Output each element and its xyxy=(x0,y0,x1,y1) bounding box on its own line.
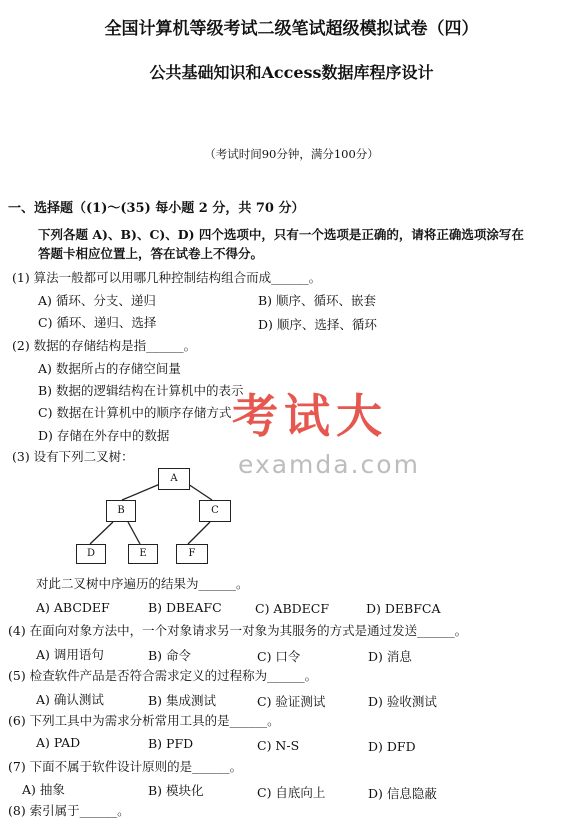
question-2-option-d: D) 存储在外存中的数据 xyxy=(38,428,170,443)
question-5-stem: (5) 检查软件产品是否符合需求定义的过程称为______。 xyxy=(8,668,318,683)
tree-node-b: B xyxy=(106,500,136,522)
question-7-option-d: D) 信息隐蔽 xyxy=(368,786,437,801)
exam-info: （考试时间90分钟，满分100分） xyxy=(204,147,379,161)
tree-node-f: F xyxy=(176,544,208,564)
tree-node-e: E xyxy=(128,544,158,564)
edge-a-b xyxy=(122,484,160,500)
question-3-stem: (3) 设有下列二叉树： xyxy=(12,449,134,464)
question-4-option-d: D) 消息 xyxy=(368,649,412,664)
question-2-option-a: A) 数据所占的存储空间量 xyxy=(38,361,181,376)
edge-b-e xyxy=(128,522,140,544)
edge-c-f xyxy=(188,522,210,544)
section-heading: 一、选择题（(1)～(35) 每小题 2 分，共 70 分） xyxy=(8,201,305,216)
tree-node-d: D xyxy=(76,544,106,564)
tree-node-c: C xyxy=(199,500,231,522)
watermark-logo: 考试大 xyxy=(232,389,388,443)
question-5-option-b: B) 集成测试 xyxy=(148,693,217,708)
question-6-option-d: D) DFD xyxy=(368,739,416,754)
question-5-option-a: A) 确认测试 xyxy=(36,692,104,707)
exam-subtitle: 公共基础知识和Access数据库程序设计 xyxy=(149,63,434,82)
question-6-option-b: B) PFD xyxy=(148,736,194,751)
question-3-after: 对此二叉树中序遍历的结果为______。 xyxy=(36,576,249,591)
question-8-stem: (8) 索引属于______。 xyxy=(8,803,130,818)
question-6-option-a: A) PAD xyxy=(36,735,81,750)
question-4-option-c: C) 口令 xyxy=(257,649,301,664)
exam-title: 全国计算机等级考试二级笔试超级模拟试卷（四） xyxy=(104,19,479,39)
question-2-option-c: C) 数据在计算机中的顺序存储方式 xyxy=(38,405,232,420)
question-1-stem: (1) 算法一般都可以用哪几种控制结构组合而成______。 xyxy=(12,270,322,285)
question-1-option-b: B) 顺序、循环、嵌套 xyxy=(258,293,377,308)
edge-b-d xyxy=(90,522,113,544)
question-1-option-d: D) 顺序、选择、循环 xyxy=(258,317,377,332)
question-5-option-c: C) 验证测试 xyxy=(257,694,326,709)
question-3-option-b: B) DBEAFC xyxy=(148,600,222,615)
question-3-option-d: D) DEBFCA xyxy=(366,601,441,616)
question-7-stem: (7) 下面不属于软件设计原则的是______。 xyxy=(8,759,243,774)
question-6-option-c: C) N-S xyxy=(257,738,300,753)
question-2-option-b: B) 数据的逻辑结构在计算机中的表示 xyxy=(38,383,244,398)
watermark-domain: examda.com xyxy=(238,450,420,479)
question-4-option-a: A) 调用语句 xyxy=(36,647,104,662)
question-5-option-d: D) 验收测试 xyxy=(368,694,437,709)
edge-a-c xyxy=(188,484,212,500)
instructions-line-2: 答题卡相应位置上，答在试卷上不得分。 xyxy=(38,246,264,261)
question-4-stem: (4) 在面向对象方法中，一个对象请求另一对象为其服务的方式是通过发送______。 xyxy=(8,623,468,638)
question-2-stem: (2) 数据的存储结构是指______。 xyxy=(12,338,197,353)
question-7-option-a: A) 抽象 xyxy=(22,782,65,797)
question-4-option-b: B) 命令 xyxy=(148,648,192,663)
question-3-option-a: A) ABCDEF xyxy=(36,600,110,615)
question-3-option-c: C) ABDECF xyxy=(255,601,330,616)
question-7-option-b: B) 模块化 xyxy=(148,783,204,798)
question-1-option-a: A) 循环、分支、递归 xyxy=(38,293,156,308)
tree-node-a: A xyxy=(158,468,190,490)
question-7-option-c: C) 自底向上 xyxy=(257,785,326,800)
instructions-line-1: 下列各题 A)、B)、C)、D) 四个选项中，只有一个选项是正确的，请将正确选项涂写在 xyxy=(38,227,524,242)
question-6-stem: (6) 下列工具中为需求分析常用工具的是______。 xyxy=(8,713,280,728)
question-1-option-c: C) 循环、递归、选择 xyxy=(38,315,157,330)
